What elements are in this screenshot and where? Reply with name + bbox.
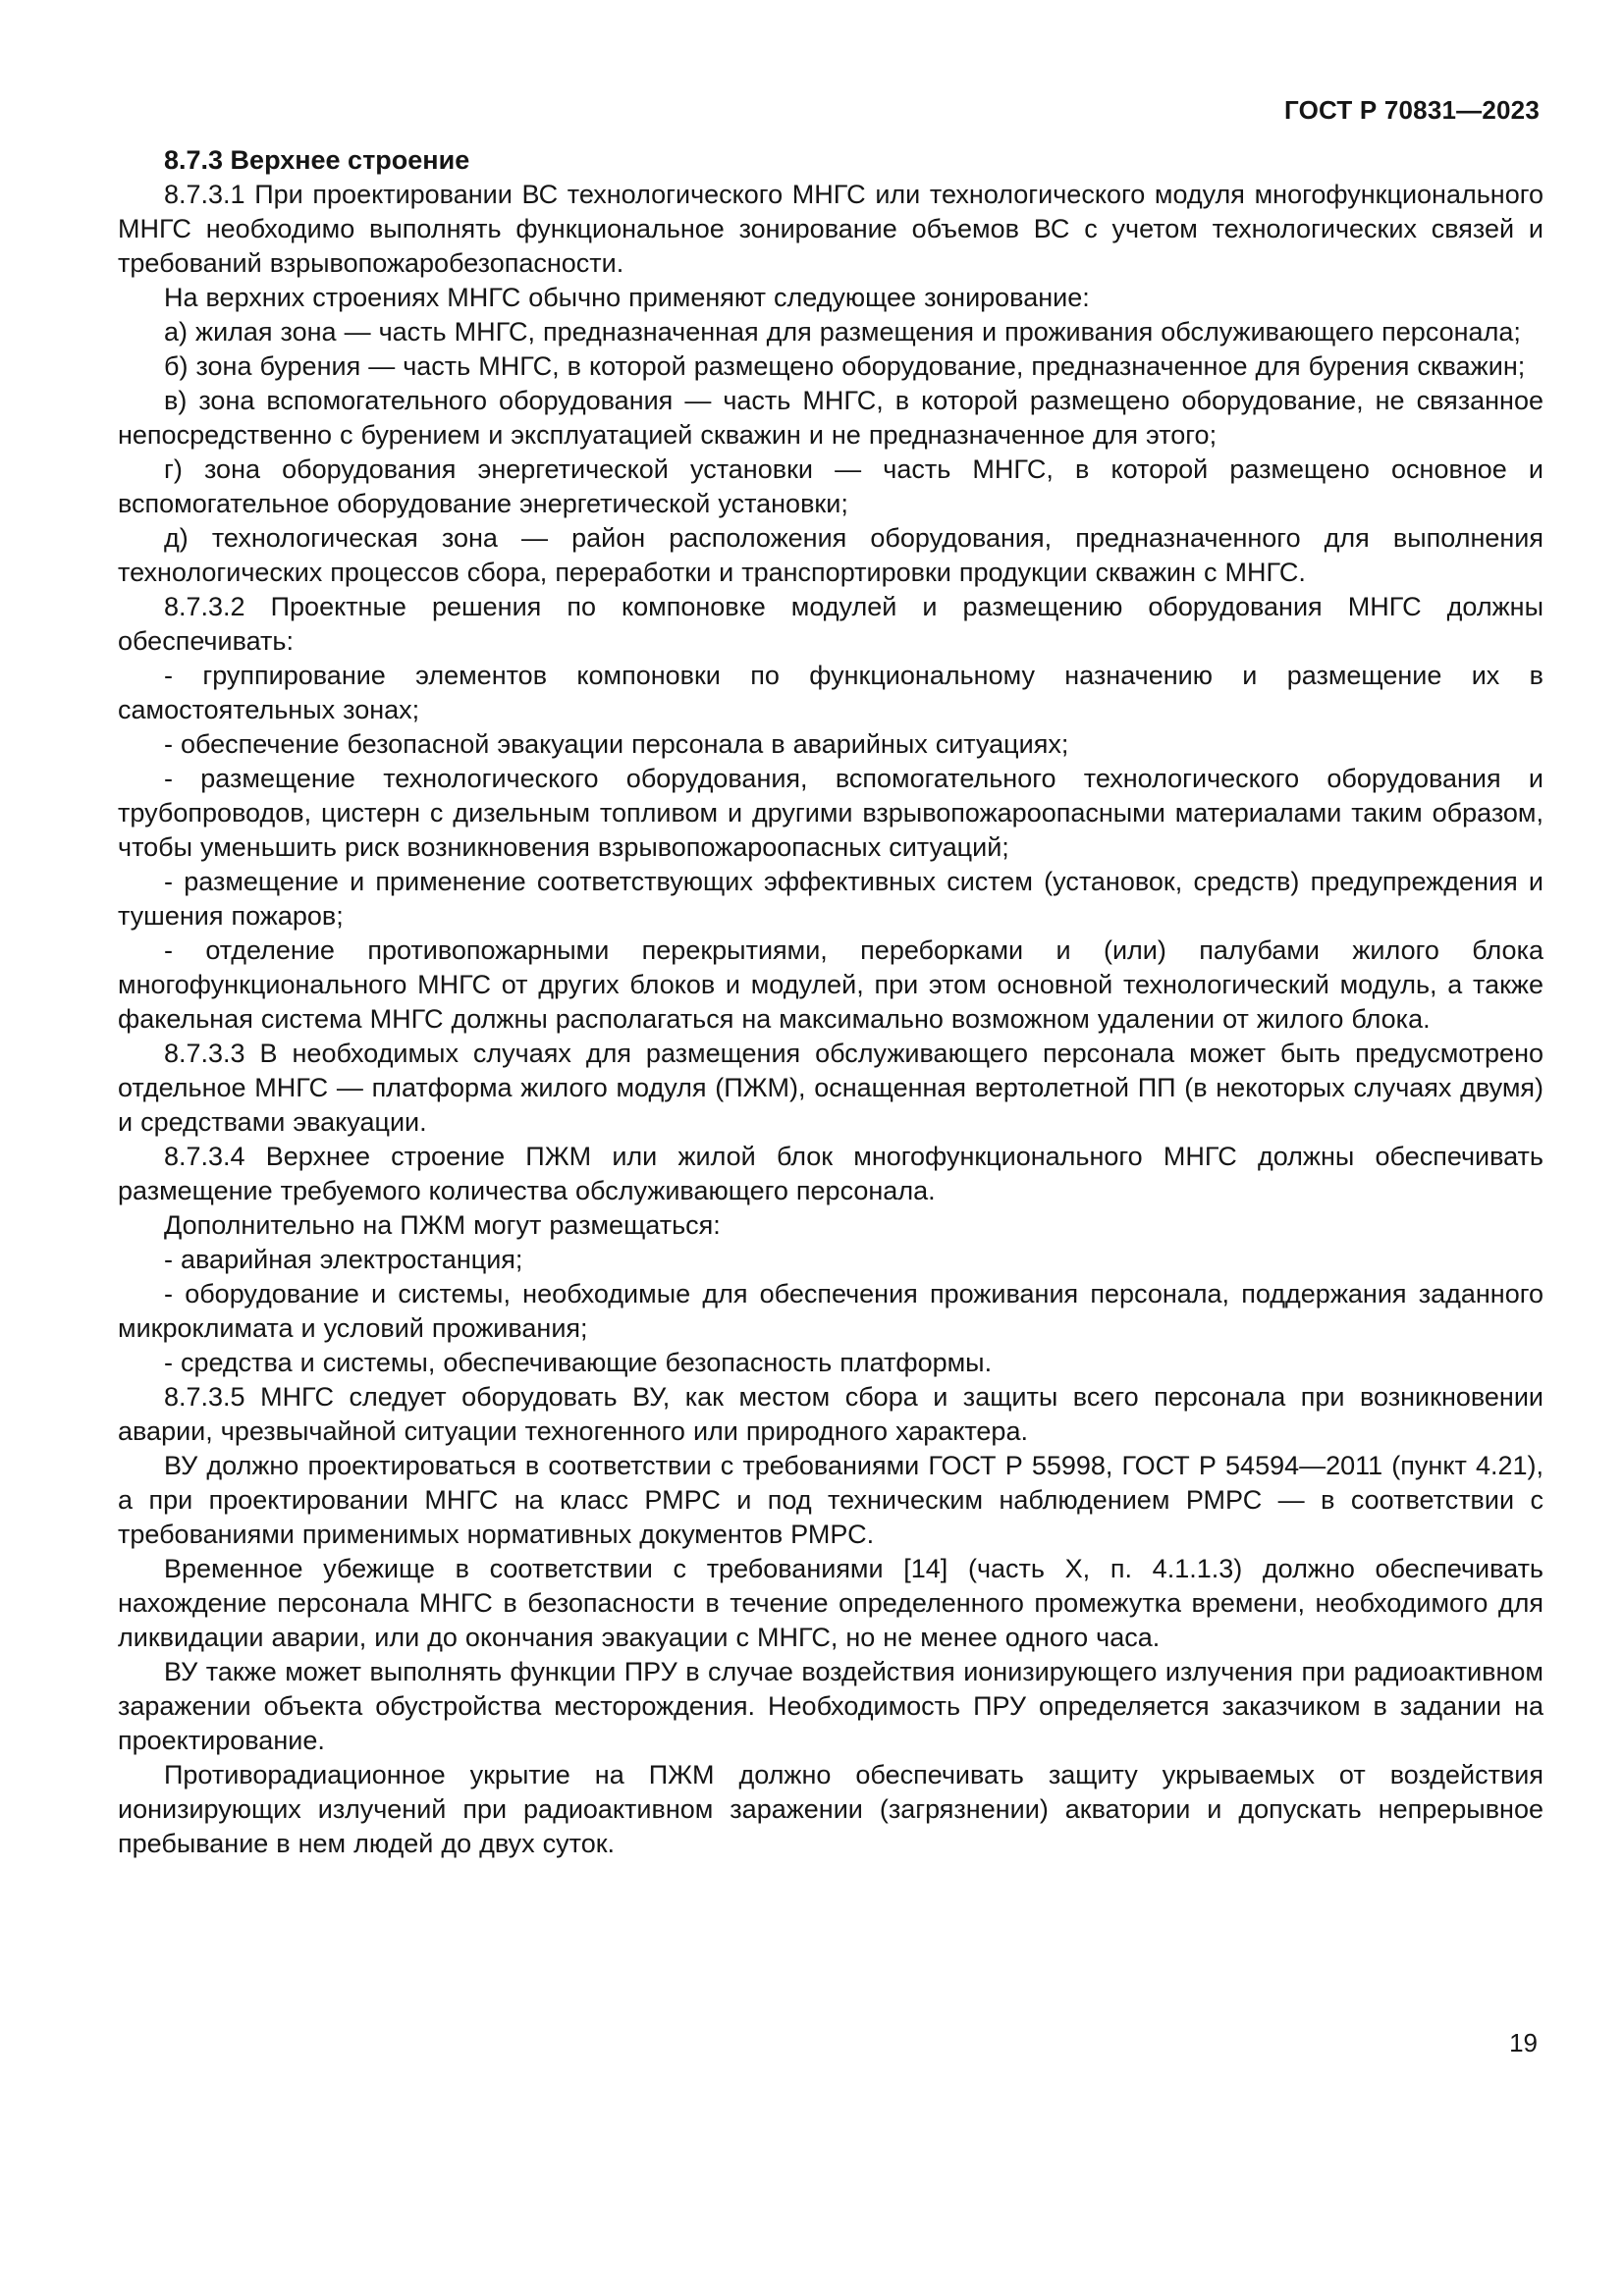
page-number: 19: [1509, 2028, 1538, 2057]
paragraph: Противорадиационное укрытие на ПЖМ должно обеспечивать защиту укрываемых от воздействия ионизирующих излучений при радиоактивном заражении (загрязнении) акватории и допускать непрерывное пребывание в нем людей до двух суток.: [118, 1760, 1543, 1858]
paragraph: 8.7.3.5 МНГС следует оборудовать ВУ, как местом сбора и защиты всего персонала при возникновении аварии, чрезвычайной ситуации техногенного или природного характера.: [118, 1382, 1543, 1446]
page-content: [118, 143, 1543, 1861]
paragraph: а) жилая зона — часть МНГС, предназначенная для размещения и проживания обслуживающего персонала;: [164, 317, 1521, 347]
paragraph: г) зона оборудования энергетической установки — часть МНГС, в которой размещено основное и вспомогательное оборудование энергетической установки;: [118, 454, 1543, 518]
paragraph: 8.7.3.2 Проектные решения по компоновке модулей и размещению оборудования МНГС должны обеспечивать:: [118, 592, 1543, 656]
paragraph: - аварийная электростанция;: [164, 1245, 523, 1274]
paragraph: Дополнительно на ПЖМ могут размещаться:: [164, 1210, 721, 1240]
paragraph: - обеспечение безопасной эвакуации персонала в аварийных ситуациях;: [164, 729, 1069, 759]
paragraph: 8.7.3.4 Верхнее строение ПЖМ или жилой блок многофункционального МНГС должны обеспечивать размещение требуемого количества обслуживающего персонала.: [118, 1142, 1543, 1205]
paragraph: - размещение технологического оборудования, вспомогательного технологического оборудования и трубопроводов, цистерн с дизельным топливом и другими взрывопожароопасными материалами таким образом, чтобы уменьшить риск возникновения взрывопожароопасных ситуаций;: [118, 764, 1543, 862]
paragraph: в) зона вспомогательного оборудования — часть МНГС, в которой размещено оборудование, не связанное непосредственно с бурением и эксплуатацией скважин и не предназначенное для этого;: [118, 386, 1543, 450]
document-code: ГОСТ Р 70831—2023: [1284, 95, 1540, 125]
paragraph: - размещение и применение соответствующих эффективных систем (установок, средств) предупреждения и тушения пожаров;: [118, 867, 1543, 931]
paragraph: ВУ также может выполнять функции ПРУ в случае воздействия ионизирующего излучения при радиоактивном заражении объекта обустройства месторождения. Необходимость ПРУ определяется заказчиком в задании на проектирование.: [118, 1657, 1543, 1755]
paragraph: ВУ должно проектироваться в соответствии с требованиями ГОСТ Р 55998, ГОСТ Р 54594—2011 (пункт 4.21), а при проектировании МНГС на класс РМРС и под техническим наблюдением РМРС — в соответствии с требованиями применимых нормативных документов РМРС.: [118, 1451, 1543, 1549]
paragraph: - оборудование и системы, необходимые для обеспечения проживания персонала, поддержания заданного микроклимата и условий проживания;: [118, 1279, 1543, 1343]
paragraph: - средства и системы, обеспечивающие безопасность платформы.: [164, 1348, 993, 1377]
paragraph: На верхних строениях МНГС обычно применяют следующее зонирование:: [164, 283, 1090, 312]
paragraph: - группирование элементов компоновки по функциональному назначению и размещение их в самостоятельных зонах;: [118, 661, 1543, 724]
paragraphs: [118, 178, 1543, 1861]
paragraph: 8.7.3.3 В необходимых случаях для размещения обслуживающего персонала может быть предусмотрено отдельное МНГС — платформа жилого модуля (ПЖМ), оснащенная вертолетной ПП (в некоторых случаях двумя) и средствами эвакуации.: [118, 1039, 1543, 1137]
paragraph: - отделение противопожарными перекрытиями, переборками и (или) палубами жилого блока многофункционального МНГС от других блоков и модулей, при этом основной технологический модуль, а также факельная система МНГС должны располагаться на максимально возможном удалении от жилого блока.: [118, 935, 1543, 1034]
section-heading: 8.7.3 Верхнее строение: [164, 145, 470, 175]
paragraph: 8.7.3.1 При проектировании ВС технологического МНГС или технологического модуля многофункционального МНГС необходимо выполнять функциональное зонирование объемов ВС с учетом технологических связей и требований взрывопожаробезопасности.: [118, 180, 1543, 278]
paragraph: б) зона бурения — часть МНГС, в которой размещено оборудование, предназначенное для бурения скважин;: [164, 351, 1526, 381]
paragraph: д) технологическая зона — район расположения оборудования, предназначенного для выполнения технологических процессов сбора, переработки и транспортировки продукции скважин с МНГС.: [118, 523, 1543, 587]
paragraph: Временное убежище в соответствии с требованиями [14] (часть X, п. 4.1.1.3) должно обеспечивать нахождение персонала МНГС в безопасности в течение определенного промежутка времени, необходимого для ликвидации аварии, или до окончания эвакуации с МНГС, но не менее одного часа.: [118, 1554, 1543, 1652]
